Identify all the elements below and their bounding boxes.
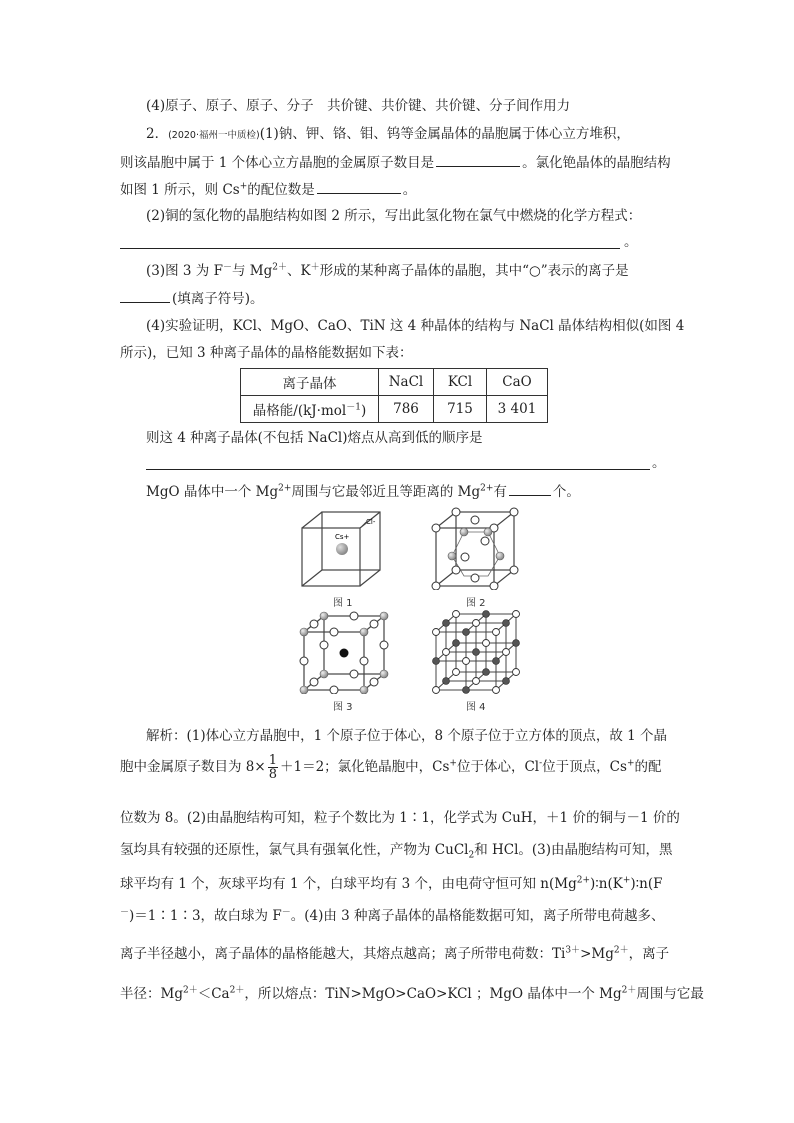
q2-part3-line2: (填离子符号)。: [120, 288, 264, 309]
figure-4-nacl-cell: [428, 608, 524, 694]
answer-blank[interactable]: [509, 481, 551, 496]
solution-line-3: 位数为 8。(2)由晶胞结构可知，粒子个数比为 1∶1，化学式为 CuH，＋1 价的铜与－1 价的: [120, 810, 680, 826]
center-ion: [340, 649, 349, 658]
period: 。: [652, 455, 666, 471]
solution-line-8: 半径：$Mg^{2+}<Ca^{2+}$，所以熔点：TiN>MgO>CaO>KCl ；MgO 晶体中一个 $Mg^{2+}$周围与它最: [120, 985, 704, 1002]
figure-2-caption: 图 2: [466, 598, 486, 609]
q2-part4-line3: 则这 4 种离子晶体(不包括 NaCl)熔点从高到低的顺序是: [146, 430, 483, 446]
solution-line-7: 离子半径越小，离子晶体的晶格能越大，其熔点越高；离子所带电荷数：$Ti^{3+}>Mg^{2+}$，离子: [120, 945, 670, 962]
answer-line[interactable]: [120, 248, 620, 249]
q2-part4-line4: MgO 晶体中一个 $Mg^{2+}$周围与它最邻近且等距离的 $Mg^{2+}$有 个。: [146, 481, 580, 502]
q2-part3: (3)图 3 为 F－与 $Mg^{2+}$、K＋形成的某种离子晶体的晶胞，其中“○”表示的离子是: [146, 262, 629, 279]
table-row: 晶格能/(kJ·mol$^{-1}$) 786 715 3 401: [241, 396, 548, 423]
q2-line2: 则该晶胞中属于 1 个体心立方晶胞的金属原子数目是 。氯化铯晶体的晶胞结构: [120, 152, 671, 173]
period: 。: [624, 234, 638, 250]
answer-line[interactable]: [146, 469, 650, 470]
figure-3-perovskite-cell: [296, 610, 392, 694]
q2-part4-line2: 所示)，已知 3 种离子晶体的晶格能数据如下表：: [120, 345, 413, 361]
previous-answer: (4)原子、原子、原子、分子 共价键、共价键、共价键、分子间作用力: [146, 98, 571, 114]
figure-4-caption: 图 4: [466, 702, 486, 713]
figure-1-cscl-cell: [296, 508, 388, 590]
figure-2-cuh-cell: [428, 506, 520, 590]
lattice-energy-table: [240, 368, 548, 423]
q2-line1: 2．(2020·福州一中质检)(1)钠、钾、铬、钼、钨等金属晶体的晶胞属于体心立方堆积，: [146, 126, 630, 142]
q2-part2: (2)铜的氢化物的晶胞结构如图 2 所示，写出此氢化物在氯气中燃烧的化学方程式：: [146, 208, 642, 224]
solution-line-6: －)＝1∶1∶3，故白球为 F－。(4)由 3 种离子晶体的晶格能数据可知，离子所带电荷越多、: [120, 907, 665, 924]
answer-blank[interactable]: [317, 179, 401, 194]
solution-line-4: 氢均具有较强的还原性，氯气具有强氧化性，产物为 CuCl$_2$和 HCl。(3)由晶胞结构可知，黑: [120, 842, 673, 861]
q2-part4: (4)实验证明，KCl、MgO、CaO、TiN 这 4 种晶体的结构与 NaCl 晶体结构相似(如图 4: [146, 318, 685, 334]
cl-label: Cl-: [366, 518, 376, 526]
answer-blank[interactable]: [436, 152, 520, 167]
q2-number: 2．: [146, 126, 169, 142]
solution-line-5: 球平均有 1 个，灰球平均有 1 个，白球平均有 3 个，由电荷守恒可知 $n(Mg^{2+})∶n(K^+)∶n(F$: [120, 875, 663, 892]
figure-3-caption: 图 3: [333, 702, 353, 713]
q2-source: (2020·福州一中质检): [168, 130, 260, 141]
cs-ion: [336, 543, 348, 555]
solution-line-2: 胞中金属原子数目为 8× $\frac{1}{8}$ ＋1＝2；氯化铯晶胞中，Cs+位于体心，Cl-位于顶点，Cs+的配: [120, 753, 662, 782]
fraction: $\frac{1}{8}$: [268, 753, 277, 782]
q2-line3: 如图 1 所示，则 Cs+的配位数是 。: [120, 179, 416, 200]
table-row: 离子晶体 NaCl KCl CaO: [241, 369, 548, 396]
answer-blank[interactable]: [120, 288, 170, 303]
figure-1-caption: 图 1: [333, 598, 353, 609]
cs-label: Cs+: [335, 533, 350, 541]
solution-line-1: 解析：(1)体心立方晶胞中，1 个原子位于体心，8 个原子位于立方体的顶点，故 1 个晶: [146, 728, 668, 744]
